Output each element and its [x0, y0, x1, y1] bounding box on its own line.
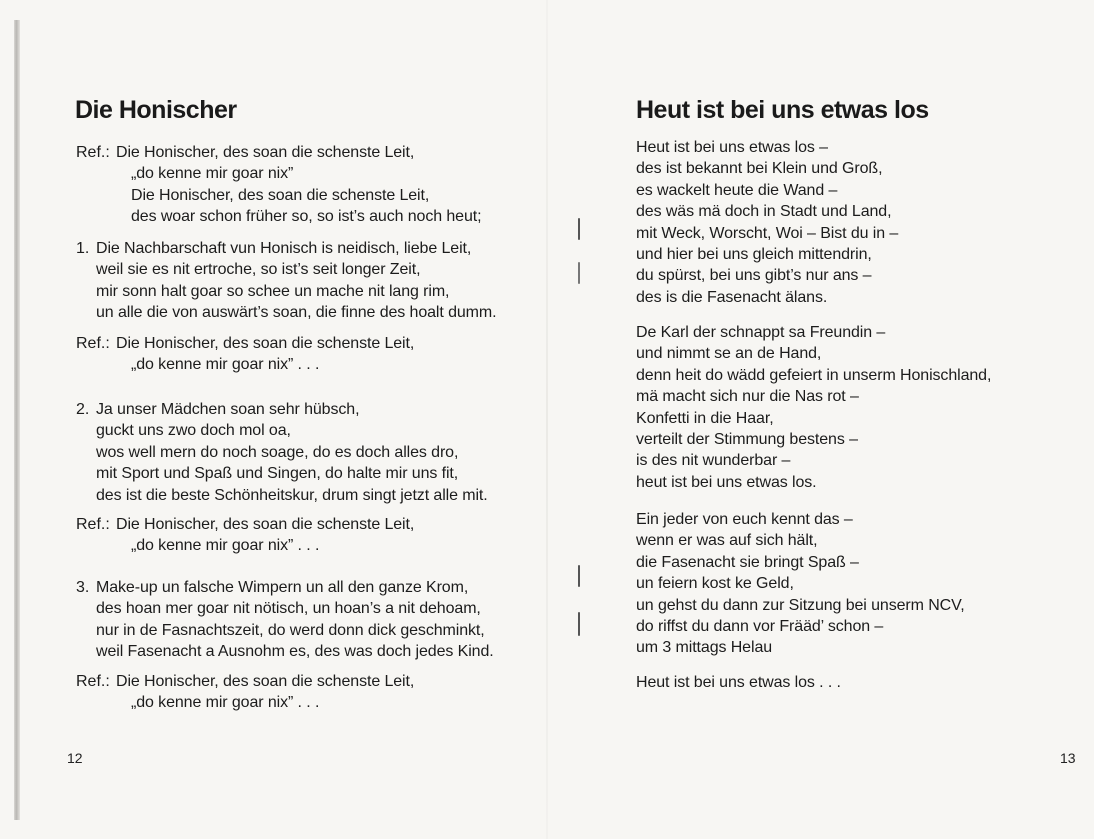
refrain-line: „do kenne mir goar nix” . . .: [131, 356, 320, 374]
stanza-line: Ein jeder von euch kennt das –: [636, 511, 853, 528]
stanza-line: und hier bei uns gleich mittendrin,: [636, 246, 872, 264]
stanza-line: wenn er was auf sich hält,: [636, 532, 818, 550]
refrain-line: „do kenne mir goar nix”: [131, 165, 294, 183]
stanza-line: denn heit do wädd gefeiert in unserm Honischland,: [636, 366, 992, 384]
stanza-line: die Fasenacht sie bringt Spaß –: [636, 553, 859, 571]
refrain-line: Die Honischer, des soan die schenste Leit,: [116, 673, 415, 690]
stanza-line: De Karl der schnappt sa Freundin –: [636, 324, 886, 341]
refrain-line: Die Honischer, des soan die schenste Leit,: [116, 516, 415, 533]
verse-line: weil sie es nit ertroche, so ist’s seit longer Zeit,: [96, 261, 421, 279]
verse-line: nur in de Fasnachtszeit, do werd donn dick geschminkt,: [96, 621, 485, 639]
song-title: Heut ist bei uns etwas los: [636, 96, 929, 124]
verse-line: guckt uns zwo doch mol oa,: [96, 422, 291, 440]
refrain-line: des woar schon früher so, so ist’s auch noch heut;: [131, 208, 482, 226]
verse-number: 3.: [76, 579, 90, 596]
verse-line: Make-up un falsche Wimpern un all den ganze Krom,: [96, 579, 469, 596]
refrain-line: „do kenne mir goar nix” . . .: [131, 537, 320, 555]
refrain-label: Ref.:: [76, 673, 110, 690]
page-number: 13: [1060, 750, 1076, 766]
stanza-line: is des nit wunderbar –: [636, 452, 791, 470]
refrain-label: Ref.:: [76, 516, 110, 533]
refrain-line: Die Honischer, des soan die schenste Leit,: [116, 144, 415, 161]
stanza-line: verteilt der Stimmung bestens –: [636, 431, 858, 449]
verse-number: 2.: [76, 401, 90, 418]
verse-line: un alle die von auswärt’s soan, die finne des hoalt dumm.: [96, 304, 497, 322]
refrain-line: Die Honischer, des soan die schenste Leit,: [131, 186, 430, 204]
verse-number: 1.: [76, 240, 90, 257]
stanza-line: um 3 mittags Helau: [636, 639, 773, 657]
stanza-line: mit Weck, Worscht, Woi – Bist du in –: [636, 224, 899, 242]
verse-line: weil Fasenacht a Ausnohm es, des was doch jedes Kind.: [96, 643, 494, 661]
refrain-line: „do kenne mir goar nix” . . .: [131, 694, 320, 712]
stanza-line: do riffst du dann vor Frääd’ schon –: [636, 618, 884, 636]
stanza-line: es wackelt heute die Wand –: [636, 181, 838, 199]
stanza-line: und nimmt se an de Hand,: [636, 345, 822, 363]
stanza-line: Konfetti in die Haar,: [636, 409, 774, 427]
stanza-1: [636, 137, 898, 308]
stanza-line: des is die Fasenacht älans.: [636, 288, 828, 306]
verse-line: mit Sport und Spaß und Singen, do halte mir uns fit,: [96, 465, 459, 483]
stanza-3: [636, 509, 965, 659]
right-page: [548, 0, 1094, 839]
stanza-line: du spürst, bei uns gibt’s nur ans –: [636, 267, 872, 285]
stanza-line: mä macht sich nur die Nas rot –: [636, 388, 859, 406]
refrain-line: Die Honischer, des soan die schenste Leit,: [116, 335, 415, 352]
stanza-line: des ist bekannt bei Klein und Groß,: [636, 160, 883, 178]
refrain-label: Ref.:: [76, 144, 110, 161]
verse-line: Die Nachbarschaft vun Honisch is neidisch, liebe Leit,: [96, 240, 472, 257]
verse-line: Ja unser Mädchen soan sehr hübsch,: [96, 401, 360, 418]
stanza-line: des wäs mä doch in Stadt und Land,: [636, 203, 892, 221]
song-title: Die Honischer: [75, 96, 237, 124]
left-page: [0, 0, 546, 839]
verse-line: wos well mern do noch soage, do es doch alles dro,: [96, 443, 459, 461]
stanza-line: un gehst du dann zur Sitzung bei unserm NCV,: [636, 596, 965, 614]
stanza-2: [636, 322, 991, 493]
refrain-label: Ref.:: [76, 335, 110, 352]
stanza-line: un feiern kost ke Geld,: [636, 575, 794, 593]
verse-line: mir sonn halt goar so schee un mache nit lang rim,: [96, 282, 450, 300]
stanza-line: heut ist bei uns etwas los.: [636, 473, 817, 491]
stanza-line: Heut ist bei uns etwas los –: [636, 139, 828, 156]
verse-line: des hoan mer goar nit nötisch, un hoan’s a nit dehoam,: [96, 600, 481, 618]
stanza-line: Heut ist bei uns etwas los . . .: [636, 674, 841, 691]
page-number: 12: [67, 750, 83, 766]
stanza-4: [636, 672, 841, 693]
verse-line: des ist die beste Schönheitskur, drum singt jetzt alle mit.: [96, 486, 488, 504]
